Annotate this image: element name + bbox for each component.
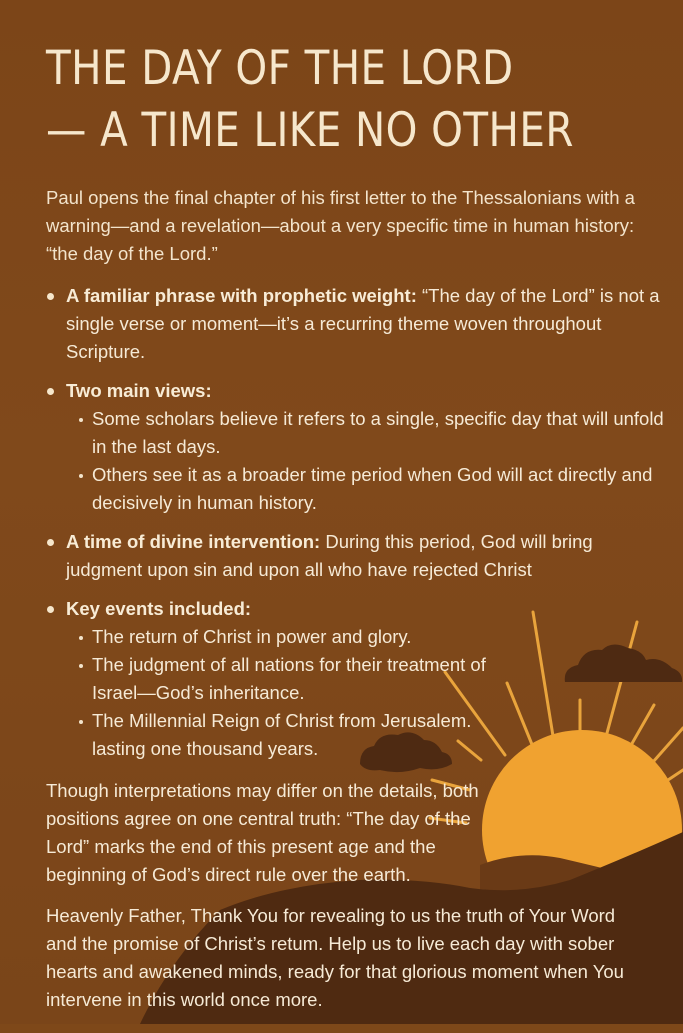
- sub-list: [66, 623, 519, 763]
- sub-item-text: The judgment of all nations for their treatment of Israel—God’s inheritance.: [92, 654, 486, 703]
- document-body: [46, 38, 666, 1033]
- point-lead: Key events included:: [66, 598, 252, 619]
- bullet-icon: [79, 720, 83, 724]
- bullet-icon: [47, 388, 54, 395]
- sub-list-item: [79, 461, 666, 517]
- list-item: [46, 377, 666, 517]
- bullet-icon: [79, 474, 83, 478]
- sub-item-text: The Millennial Reign of Christ from Jerusalem. lasting one thousand years.: [92, 710, 472, 759]
- bullet-icon: [47, 539, 54, 546]
- bullet-icon: [79, 664, 83, 668]
- point-text: “The day of the Lord” is not a single verse or moment—it’s a recurring theme woven throughout Scripture.: [66, 285, 660, 362]
- list-item: [46, 282, 666, 366]
- sub-item-text: Others see it as a broader time period when God will act directly and decisively in human history.: [92, 464, 653, 513]
- page-title: [46, 38, 665, 162]
- prayer-paragraph: Heavenly Father, Thank You for revealing to us the truth of Your Word and the promise of Christ’s retum. Help us to live each day with sober hearts and awakened minds, ready for that glorious moment when You intervene in this world once more.: [46, 905, 624, 1010]
- bullet-icon: [79, 636, 83, 640]
- point-text: During this period, God will bring judgment upon sin and upon all who have rejected Christ: [66, 531, 593, 580]
- list-item: [46, 528, 666, 584]
- intro-paragraph: Paul opens the final chapter of his first letter to the Thessalonians with a warning—and a revelation—about a very specific time in human history: “the day of the Lord.”: [46, 187, 635, 264]
- title-line-1: THE DAY OF THE LORD: [46, 41, 514, 96]
- sub-list-item: [79, 651, 519, 707]
- bullet-icon: [47, 606, 54, 613]
- conclusion-paragraph: Though interpretations may differ on the details, both positions agree on one central truth: “The day of the Lord” marks the end of this present age and the beginning of God’s direct rule over the earth.: [46, 780, 479, 885]
- key-points-list: [46, 282, 666, 763]
- point-lead: A familiar phrase with prophetic weight:: [66, 285, 417, 306]
- sub-list-item: [79, 623, 519, 651]
- sub-item-text: The return of Christ in power and glory.: [92, 626, 412, 647]
- bullet-icon: [47, 293, 54, 300]
- bullet-icon: [79, 418, 83, 422]
- sub-list-item: [79, 405, 666, 461]
- point-lead: Two main views:: [66, 380, 212, 401]
- point-lead: A time of divine intervention:: [66, 531, 321, 552]
- sub-item-text: Some scholars believe it refers to a single, specific day that will unfold in the last days.: [92, 408, 664, 457]
- sub-list: [66, 405, 666, 517]
- list-item: [46, 595, 666, 763]
- sub-list-item: [79, 707, 519, 763]
- title-line-2: — A TIME LIKE NO OTHER: [46, 103, 574, 158]
